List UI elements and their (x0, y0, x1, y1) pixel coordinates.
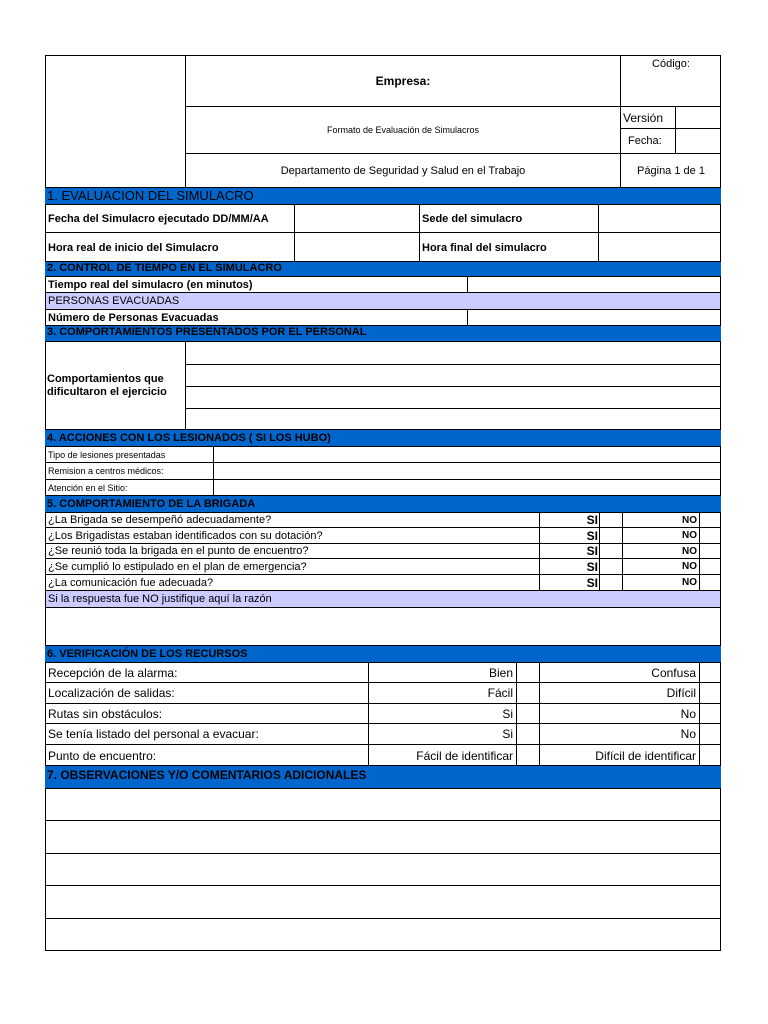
observation-line[interactable] (46, 789, 720, 820)
recurso-option-1: Fácil (487, 686, 513, 700)
recurso-option-1: Si (502, 706, 513, 721)
recurso-option-2-checkbox[interactable] (700, 704, 720, 723)
atencion-field[interactable] (214, 480, 720, 496)
recurso-label: Punto de encuentro: (48, 748, 157, 763)
remision-field[interactable] (214, 463, 720, 479)
yes-label: SI (586, 528, 598, 543)
no-label: NO (682, 545, 697, 557)
hora-final-label: Hora final del simulacro (422, 241, 547, 254)
numero-personas-field[interactable] (468, 310, 720, 326)
recurso-option-2: No (680, 706, 696, 721)
recurso-option-1-checkbox[interactable] (517, 704, 539, 723)
remision-label: Remision a centros médicos: (48, 466, 164, 476)
recurso-option-1-checkbox[interactable] (517, 724, 539, 744)
recurso-option-2-checkbox[interactable] (700, 683, 720, 703)
hora-inicio-field[interactable] (295, 233, 419, 262)
yes-label: SI (586, 559, 598, 574)
no-label: NO (682, 530, 697, 541)
sede-field[interactable] (599, 205, 720, 232)
recurso-option-2: Difícil de identificar (595, 748, 696, 763)
recurso-option-1-checkbox[interactable] (517, 745, 539, 766)
section-5-title: 5. COMPORTAMIENTO DE LA BRIGADA (45, 496, 721, 512)
no-label: NO (682, 577, 697, 588)
no-checkbox[interactable] (700, 544, 720, 558)
no-checkbox[interactable] (700, 575, 720, 590)
observation-line[interactable] (46, 821, 720, 853)
department-label: Departamento de Seguridad y Salud en el Trabajo (280, 165, 526, 177)
format-title: Formato de Evaluación de Simulacros (326, 125, 480, 135)
recurso-option-2: Confusa (651, 665, 696, 680)
lesiones-tipo-label: Tipo de lesiones presentadas (48, 449, 166, 460)
comportamientos-label: Comportamientos que dificultaron el ejercicio (47, 373, 167, 398)
brigada-question: ¿La Brigada se desempeñó adecuadamente? (48, 514, 272, 526)
hora-final-field[interactable] (599, 233, 720, 262)
recurso-option-2: Difícil (666, 686, 696, 700)
numero-personas-label: Número de Personas Evacuadas (48, 312, 219, 324)
brigada-question: ¿Se cumplió lo estipulado en el plan de emergencia? (48, 560, 307, 573)
brigada-question: ¿La comunicación fue adecuada? (48, 576, 214, 589)
observation-line[interactable] (46, 919, 720, 951)
observation-line[interactable] (46, 886, 720, 918)
justify-label: Si la respuesta fue NO justifique aquí la razón (46, 591, 720, 607)
no-checkbox[interactable] (700, 528, 720, 543)
comportamiento-field[interactable] (186, 409, 720, 430)
yes-checkbox[interactable] (600, 544, 622, 558)
section-6-title: 6. VERIFICACIÓN DE LOS RECURSOS (45, 646, 721, 662)
hora-inicio-label: Hora real de inicio del Simulacro (48, 241, 219, 254)
personas-header: PERSONAS EVACUADAS (46, 293, 720, 309)
sede-label: Sede del simulacro (422, 212, 523, 225)
tiempo-label: Tiempo real del simulacro (en minutos) (48, 278, 253, 291)
recurso-option-2-checkbox[interactable] (700, 724, 720, 744)
yes-checkbox[interactable] (600, 559, 622, 574)
tiempo-field[interactable] (468, 277, 720, 292)
recurso-option-1: Si (502, 727, 513, 741)
yes-label: SI (586, 575, 598, 590)
recurso-label: Recepción de la alarma: (48, 665, 178, 680)
recurso-option-2: No (680, 727, 696, 741)
recurso-option-1: Fácil de identificar (416, 748, 513, 763)
company-label: Empresa: (375, 74, 431, 88)
lesiones-tipo-field[interactable] (214, 447, 720, 462)
comportamiento-field[interactable] (186, 387, 720, 408)
justify-field[interactable] (46, 608, 720, 646)
yes-checkbox[interactable] (600, 575, 622, 590)
section-3-title: 3. COMPORTAMIENTOS PRESENTADOS POR EL PERSONAL (45, 326, 721, 341)
yes-checkbox[interactable] (600, 528, 622, 543)
version-label: Versión (623, 110, 664, 125)
brigada-question: ¿Los Brigadistas estaban identificados con su dotación? (48, 529, 323, 542)
no-label: NO (682, 514, 697, 526)
comportamiento-field[interactable] (186, 342, 720, 364)
section-2-title: 2. CONTROL DE TIEMPO EN EL SIMULACRO (45, 262, 721, 276)
comportamiento-field[interactable] (186, 365, 720, 386)
recurso-label: Localización de salidas: (48, 686, 175, 700)
no-checkbox[interactable] (700, 513, 720, 527)
recurso-option-2-checkbox[interactable] (700, 745, 720, 766)
brigada-question: ¿Se reunió toda la brigada en el punto de encuentro? (48, 545, 309, 557)
date-label: Fecha: (628, 135, 662, 147)
recurso-option-1: Bien (488, 665, 513, 680)
observation-line[interactable] (46, 854, 720, 885)
no-checkbox[interactable] (700, 559, 720, 574)
code-label: Código: (652, 58, 690, 70)
section-4-title: 4. ACCIONES CON LOS LESIONADOS ( SI LOS HUBO) (45, 430, 721, 446)
fecha-field[interactable] (295, 205, 419, 232)
yes-label: SI (586, 513, 598, 527)
yes-label: SI (586, 544, 598, 558)
page-number: Página 1 de 1 (637, 165, 705, 177)
section-1-title: 1. EVALUACION DEL SIMULACRO (45, 188, 721, 204)
no-label: NO (682, 561, 697, 572)
recurso-label: Rutas sin obstáculos: (48, 706, 163, 721)
recurso-option-2-checkbox[interactable] (700, 663, 720, 682)
yes-checkbox[interactable] (600, 513, 622, 527)
fecha-label: Fecha del Simulacro ejecutado DD/MM/AA (48, 212, 269, 225)
section-7-title: 7. OBSERVACIONES Y/O COMENTARIOS ADICIONALES (45, 766, 721, 788)
recurso-option-1-checkbox[interactable] (517, 663, 539, 682)
recurso-option-1-checkbox[interactable] (517, 683, 539, 703)
recurso-label: Se tenía listado del personal a evacuar: (48, 727, 259, 741)
atencion-label: Atención en el Sitio: (48, 483, 128, 493)
